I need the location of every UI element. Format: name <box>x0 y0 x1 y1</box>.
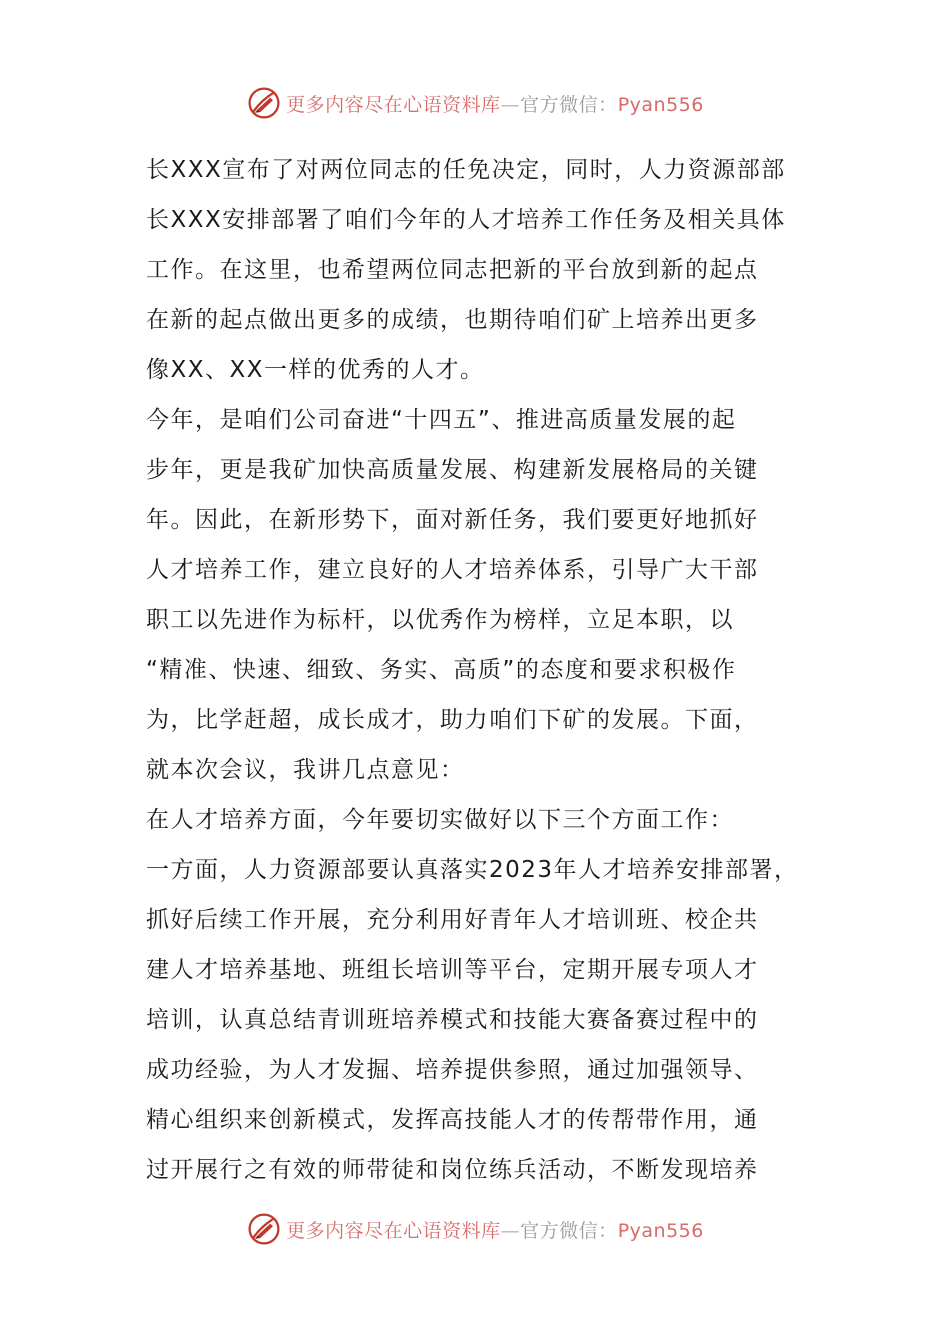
text-line: 在新的起点做出更多的成绩，也期待咱们矿上培养出更多 <box>146 307 759 333</box>
text-line: 抓好后续工作开展，充分利用好青年人才培训班、校企共 <box>146 907 759 933</box>
text-line: 人才培养工作，建立良好的人才培养体系，引导广大干部 <box>146 557 759 583</box>
text-line: 成功经验，为人才发掘、培养提供参照，通过加强领导、 <box>146 1057 759 1083</box>
banner-text <box>286 90 704 117</box>
text-line: 就本次会议，我讲几点意见： <box>146 757 465 783</box>
text-line: 职工以先进作为标杆，以优秀作为榜样，立足本职，以 <box>146 607 734 633</box>
text-line: 培训，认真总结青训班培养模式和技能大赛备赛过程中的 <box>146 1007 759 1033</box>
banner-separator: — <box>500 1219 521 1242</box>
text-line: 工作。在这里，也希望两位同志把新的平台放到新的起点 <box>146 257 759 283</box>
pen-logo-icon <box>246 85 282 121</box>
text-line: 一方面，人力资源部要认真落实2023年人才培养安排部署， <box>146 857 799 883</box>
text-line: 今年，是咱们公司奋进“十四五”、推进高质量发展的起 <box>146 407 737 433</box>
text-line: 建人才培养基地、班组长培训等平台，定期开展专项人才 <box>146 957 759 983</box>
text-line: “精准、快速、细致、务实、高质”的态度和要求积极作 <box>146 657 737 683</box>
text-line: 长XXX宣布了对两位同志的任免决定，同时，人力资源部部 <box>146 157 786 183</box>
text-line: 年。因此，在新形势下，面对新任务，我们要更好地抓好 <box>146 507 759 533</box>
banner-main: 更多内容尽在心语资料库 <box>286 1219 501 1242</box>
banner-wechat: Pyan556 <box>617 93 704 116</box>
text-line: 精心组织来创新模式，发挥高技能人才的传帮带作用，通 <box>146 1107 759 1133</box>
text-line: 步年，更是我矿加快高质量发展、构建新发展格局的关键 <box>146 457 759 483</box>
text-line: 过开展行之有效的师带徒和岗位练兵活动，不断发现培养 <box>146 1157 759 1183</box>
pen-logo-icon <box>246 1211 282 1247</box>
text-line: 长XXX安排部署了咱们今年的人才培养工作任务及相关具体 <box>146 207 786 233</box>
banner-text <box>286 1216 704 1243</box>
text-line: 像XX、XX一样的优秀的人才。 <box>146 357 485 383</box>
banner-official: 官方微信： <box>520 1219 618 1242</box>
footer-banner <box>0 1209 950 1249</box>
document-body <box>146 145 826 1195</box>
banner-wechat: Pyan556 <box>617 1219 704 1242</box>
banner-main: 更多内容尽在心语资料库 <box>286 93 501 116</box>
banner-separator: — <box>500 93 521 116</box>
text-line: 为，比学赶超，成长成才，助力咱们下矿的发展。下面， <box>146 707 759 733</box>
text-line: 在人才培养方面，今年要切实做好以下三个方面工作： <box>146 807 734 833</box>
banner-official: 官方微信： <box>520 93 618 116</box>
header-banner <box>0 83 950 123</box>
